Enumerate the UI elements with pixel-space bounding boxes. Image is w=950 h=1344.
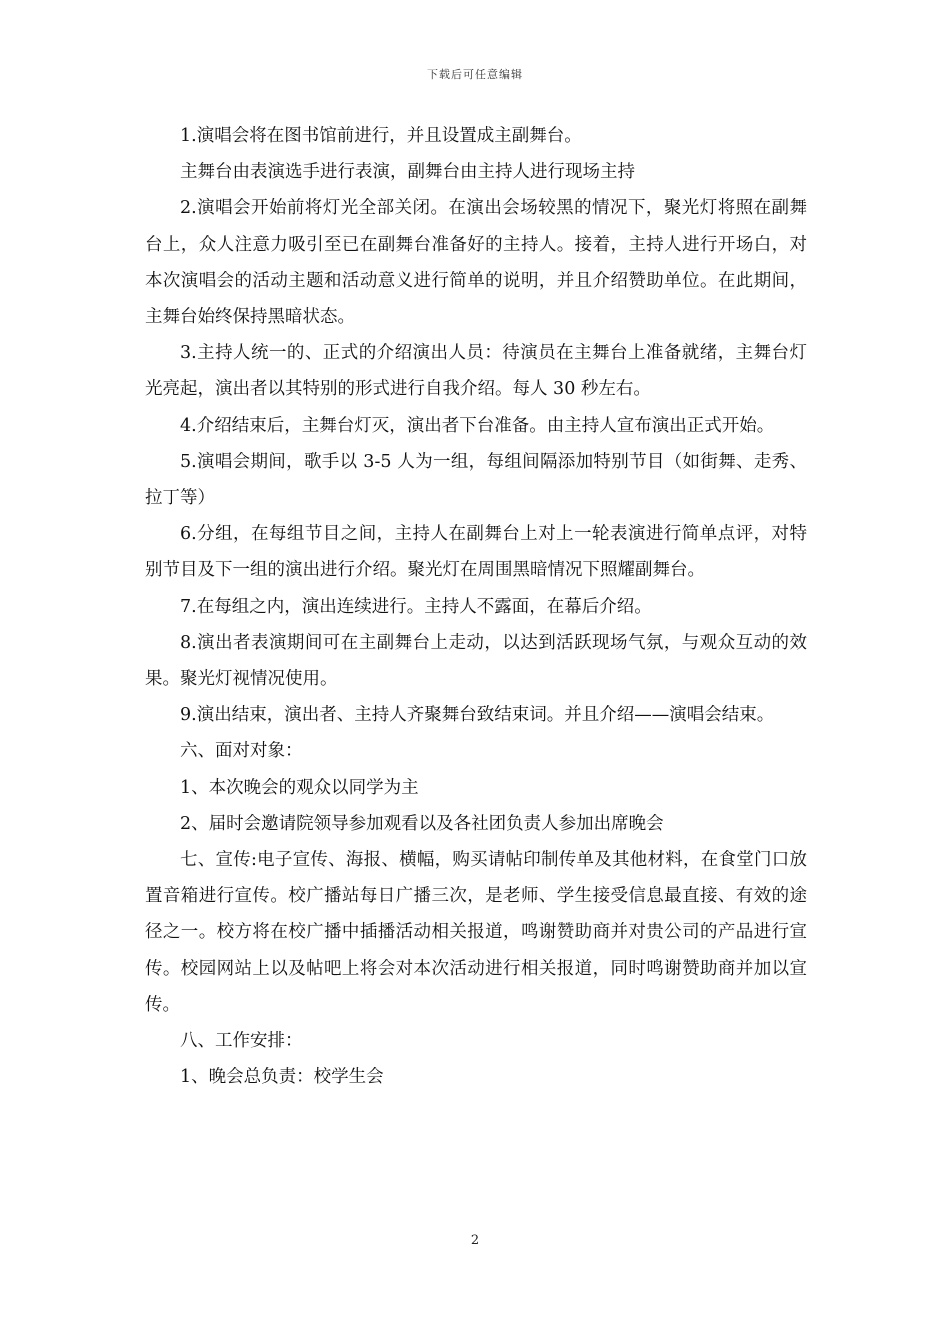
paragraph-continuous-show: 7.在每组之内，演出连续进行。主持人不露面，在幕后介绍。 [180, 596, 652, 617]
section-heading-work-arrangement: 八、工作安排： [180, 1031, 303, 1052]
paragraph-publicity: 七、宣传:电子宣传、海报、横幅，购买请帖印制传单及其他材料，在食堂门口放置音箱进行宣传。校广播站每日广播三次，是老师、学生接受信息最直接、有效的途径之一。校方将在校广播中插播活动相关报道，鸣谢赞助商并对贵公司的产品进行宣传。校园网站上以及帖吧上将会对本次活动进行相关报道，同时鸣谢赞助商并加以宣传。 [145, 850, 807, 1015]
paragraph-lighting-opening: 2.演唱会开始前将灯光全部关闭。在演出会场较黑的情况下，聚光灯将照在副舞台上，众人注意力吸引至已在副舞台准备好的主持人。接着，主持人进行开场白，对本次演唱会的活动主题和活动意义进行简单的说明，并且介绍赞助单位。在此期间，主舞台始终保持黑暗状态。 [145, 198, 807, 328]
paragraph-show-end: 9.演出结束，演出者、主持人齐聚舞台致结束词。并且介绍——演唱会结束。 [180, 705, 775, 726]
paragraph-audience-interaction: 8.演出者表演期间可在主副舞台上走动，以达到活跃现场气氛，与观众互动的效果。聚光灯视情况使用。 [145, 632, 807, 690]
paragraph-show-start: 4.介绍结束后，主舞台灯灭，演出者下台准备。由主持人宣布演出正式开始。 [180, 415, 775, 436]
list-item-audience-guests: 2、届时会邀请院领导参加观看以及各社团负责人参加出席晚会 [180, 813, 664, 834]
paragraph-stage-roles: 主舞台由表演选手进行表演，副舞台由主持人进行现场主持 [180, 162, 635, 183]
paragraph-singer-groups: 5.演唱会期间，歌手以 3-5 人为一组，每组间隔添加特别节目（如街舞、走秀、拉丁等） [145, 451, 807, 509]
section-heading-audience: 六、面对对象： [180, 741, 303, 762]
page-number: 2 [470, 1233, 480, 1248]
list-item-general-manager: 1、晚会总负责：校学生会 [180, 1067, 384, 1088]
list-item-audience-students: 1、本次晚会的观众以同学为主 [180, 777, 419, 798]
page-header: 下载后可任意编辑 [427, 68, 523, 81]
paragraph-stage-setup: 1.演唱会将在图书馆前进行，并且设置成主副舞台。 [180, 126, 582, 146]
paragraph-performer-intro: 3.主持人统一的、正式的介绍演出人员：待演员在主舞台上准备就绪，主舞台灯光亮起，演出者以其特别的形式进行自我介绍。每人 30 秒左右。 [145, 343, 807, 400]
paragraph-host-comments: 6.分组，在每组节目之间，主持人在副舞台上对上一轮表演进行简单点评，对特别节目及下一组的演出进行介绍。聚光灯在周围黑暗情况下照耀副舞台。 [145, 524, 807, 581]
document-body [145, 118, 807, 1095]
